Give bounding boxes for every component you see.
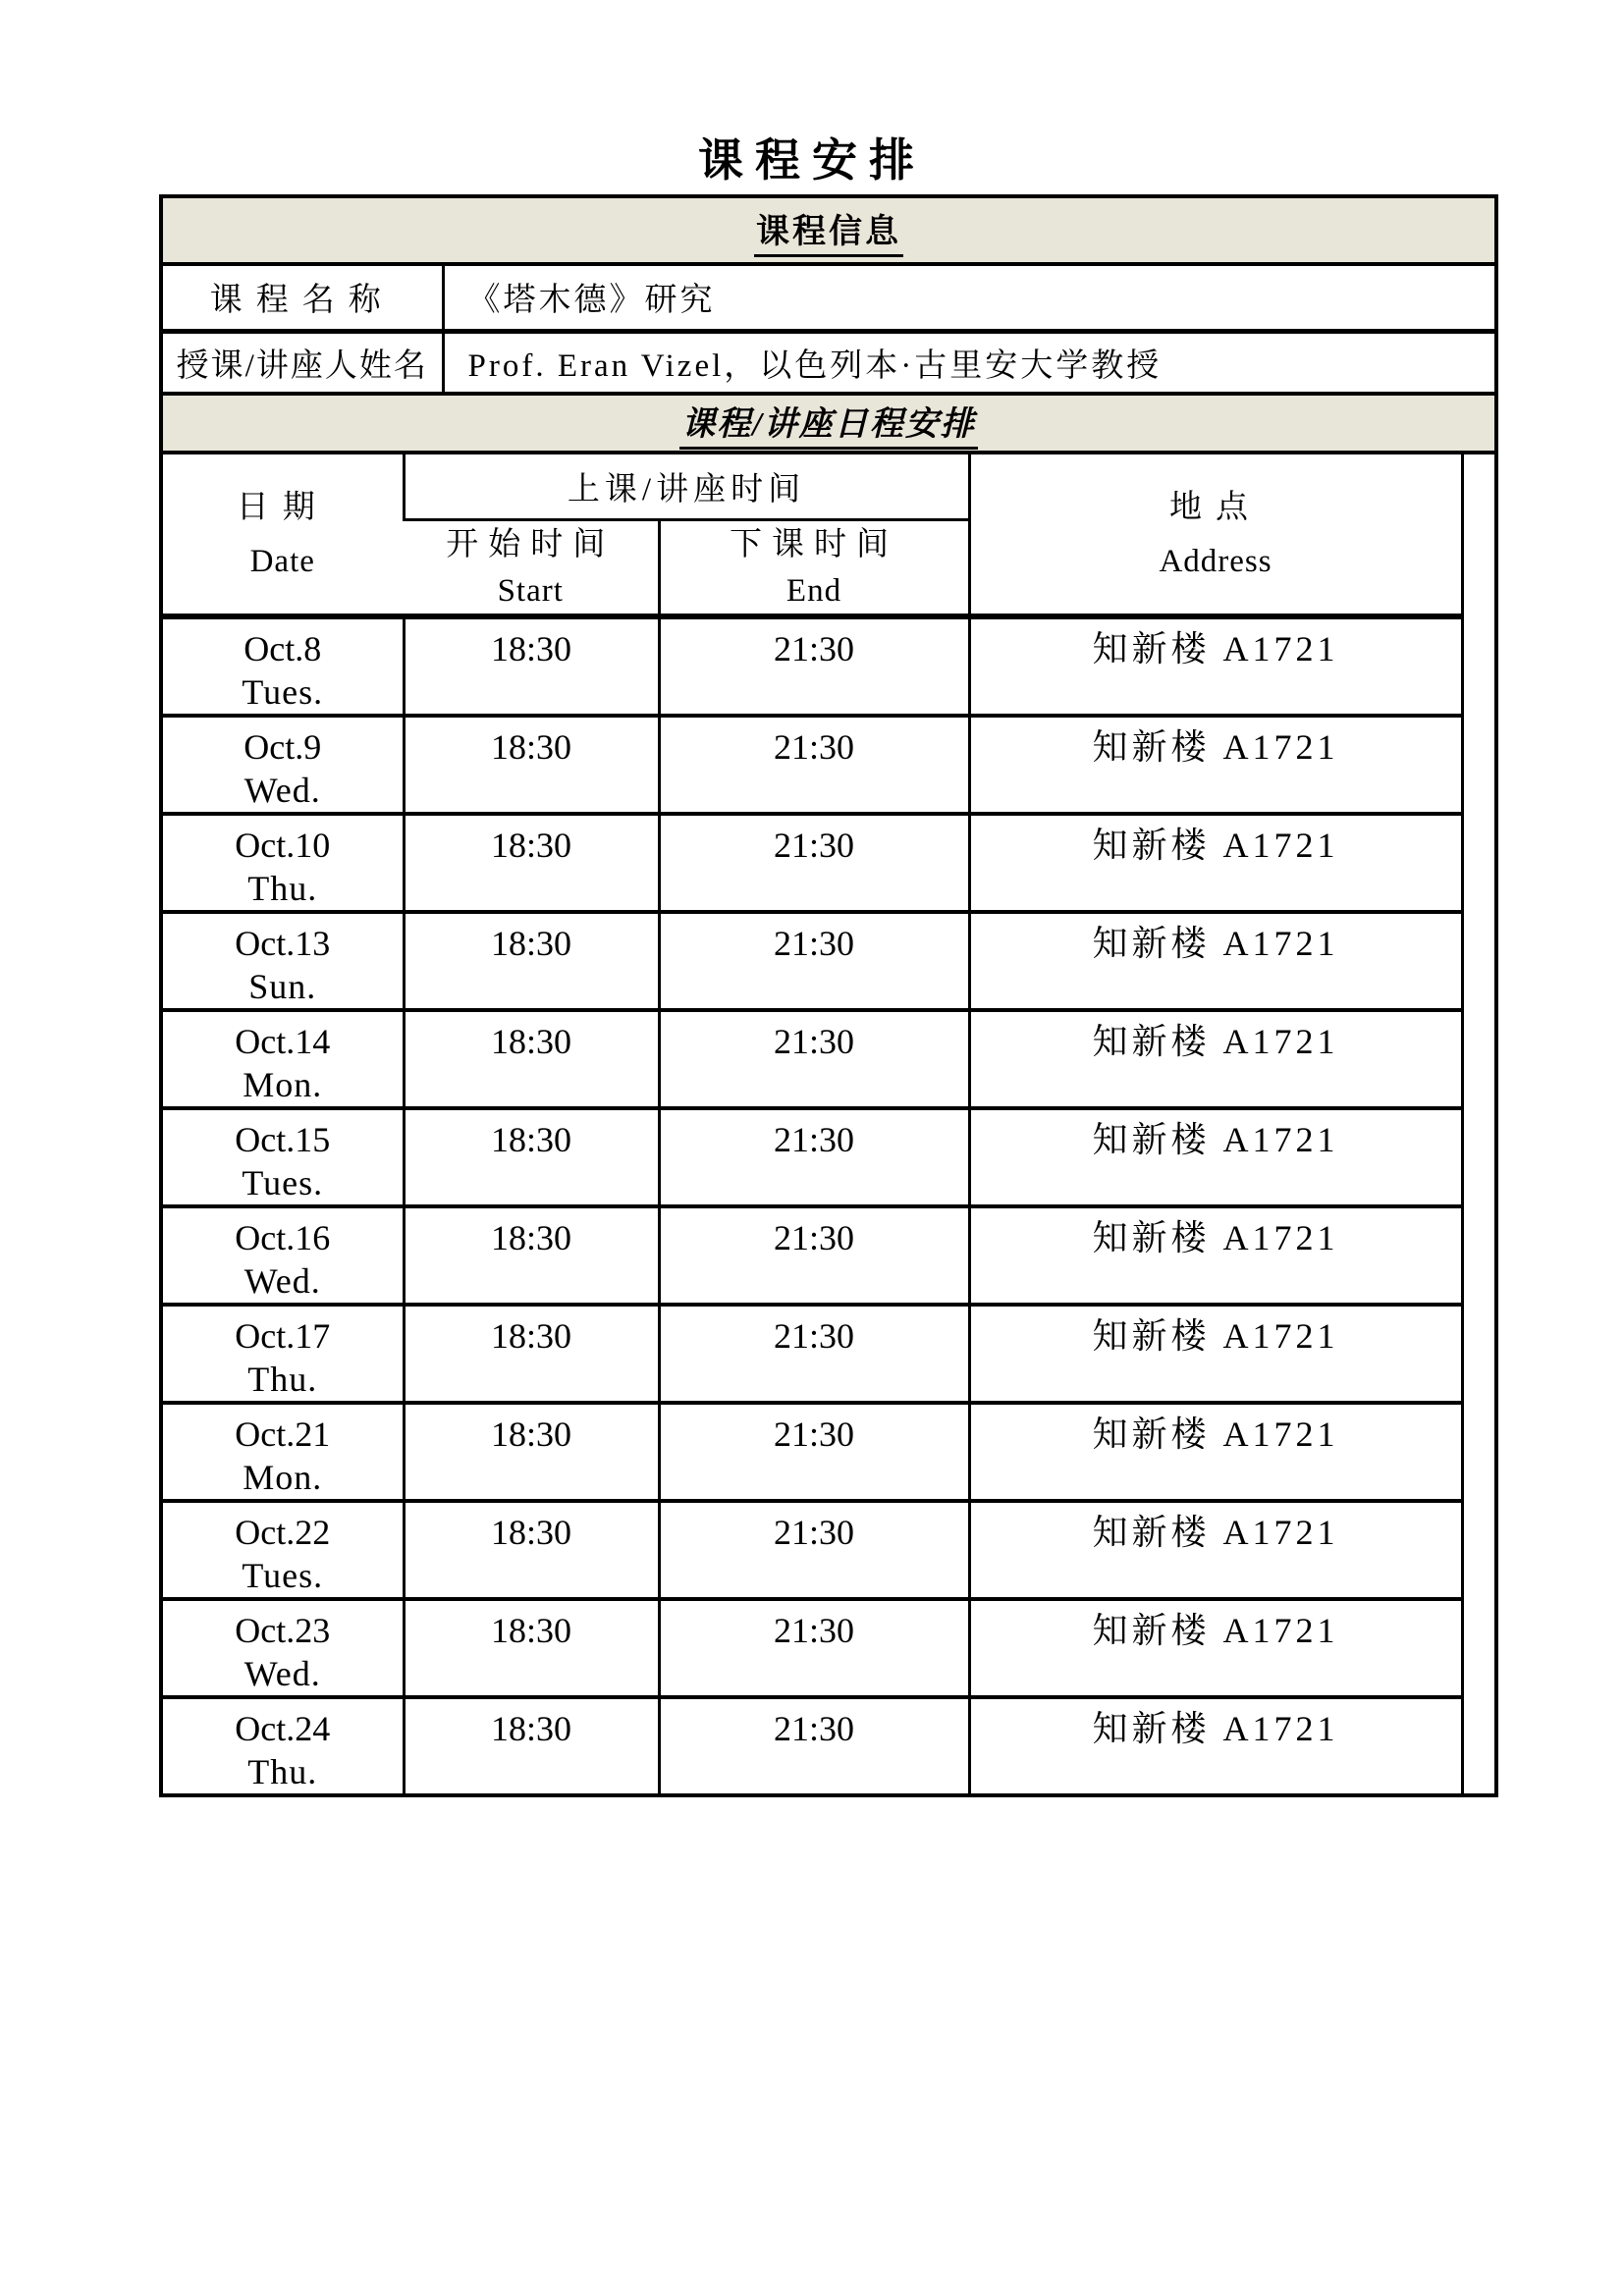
date-value: Oct.21 [235, 1414, 331, 1454]
end-time-cell: 21:30 [659, 912, 969, 1010]
day-value: Thu. [247, 868, 318, 908]
course-info-section-title: 课程信息 [754, 204, 903, 257]
date-header-zh: 日期 [236, 489, 329, 525]
date-value: Oct.9 [244, 726, 322, 767]
date-value: Oct.22 [235, 1512, 331, 1552]
date-cell [163, 912, 404, 1010]
end-time-cell: 21:30 [659, 1206, 969, 1305]
schedule-section-title: 课程/讲座日程安排 [679, 397, 977, 450]
schedule-row [163, 1403, 1494, 1501]
course-name-row [163, 264, 1494, 331]
column-header-end [659, 519, 969, 616]
schedule-row [163, 1305, 1494, 1403]
day-value: Wed. [244, 1653, 321, 1693]
schedule-row [163, 1501, 1494, 1599]
date-cell [163, 716, 404, 814]
schedule-row [163, 1108, 1494, 1206]
date-cell [163, 1403, 404, 1501]
address-cell: 知新楼 A1721 [969, 1206, 1462, 1305]
date-value: Oct.15 [235, 1119, 331, 1159]
schedule-grid [163, 454, 1494, 1793]
schedule-row [163, 912, 1494, 1010]
end-time-cell: 21:30 [659, 1305, 969, 1403]
day-value: Tues. [242, 671, 324, 712]
date-cell [163, 1108, 404, 1206]
end-time-cell: 21:30 [659, 814, 969, 912]
start-time-cell: 18:30 [404, 616, 659, 716]
end-time-cell: 21:30 [659, 1697, 969, 1793]
start-time-cell: 18:30 [404, 1206, 659, 1305]
address-cell: 知新楼 A1721 [969, 1403, 1462, 1501]
date-cell [163, 1697, 404, 1793]
end-time-cell: 21:30 [659, 716, 969, 814]
address-cell: 知新楼 A1721 [969, 1305, 1462, 1403]
address-cell: 知新楼 A1721 [969, 1599, 1462, 1697]
address-cell: 知新楼 A1721 [969, 716, 1462, 814]
date-cell [163, 1010, 404, 1108]
start-time-cell: 18:30 [404, 1108, 659, 1206]
empty-right-column [1462, 454, 1494, 1793]
start-header-zh: 开始时间 [446, 526, 616, 562]
address-header-en: Address [1159, 543, 1272, 579]
end-time-cell: 21:30 [659, 1010, 969, 1108]
date-value: Oct.16 [235, 1217, 331, 1257]
start-header-en: Start [497, 572, 564, 609]
address-cell: 知新楼 A1721 [969, 1010, 1462, 1108]
schedule-row [163, 814, 1494, 912]
schedule-row [163, 1010, 1494, 1108]
day-value: Wed. [244, 1260, 321, 1301]
address-cell: 知新楼 A1721 [969, 1501, 1462, 1599]
column-header-address [969, 454, 1462, 616]
date-cell [163, 1501, 404, 1599]
start-time-cell: 18:30 [404, 1403, 659, 1501]
start-time-cell: 18:30 [404, 814, 659, 912]
date-cell [163, 616, 404, 716]
schedule-row [163, 616, 1494, 716]
start-time-cell: 18:30 [404, 1305, 659, 1403]
address-header-zh: 地点 [1169, 489, 1263, 525]
start-time-cell: 18:30 [404, 1010, 659, 1108]
start-time-cell: 18:30 [404, 1599, 659, 1697]
end-header-en: End [785, 572, 842, 609]
course-schedule-table [159, 194, 1498, 1797]
schedule-row [163, 1206, 1494, 1305]
course-name-label: 课程名称 [163, 264, 443, 331]
column-header-time-group: 上课/讲座时间 [404, 454, 969, 519]
course-info-header-row [163, 198, 1494, 264]
start-time-cell: 18:30 [404, 716, 659, 814]
course-name-value: 《塔木德》研究 [443, 264, 1494, 331]
date-cell [163, 1206, 404, 1305]
column-header-start [404, 519, 659, 616]
start-time-cell: 18:30 [404, 1697, 659, 1793]
day-value: Wed. [244, 770, 321, 810]
day-value: Thu. [247, 1751, 318, 1791]
address-cell: 知新楼 A1721 [969, 814, 1462, 912]
end-time-cell: 21:30 [659, 1108, 969, 1206]
day-value: Tues. [242, 1162, 324, 1202]
date-value: Oct.13 [235, 923, 331, 963]
end-time-cell: 21:30 [659, 1501, 969, 1599]
date-value: Oct.24 [235, 1708, 331, 1748]
column-header-date [163, 454, 404, 616]
day-value: Mon. [243, 1457, 323, 1497]
schedule-header-row-1 [163, 454, 1494, 519]
schedule-header-band-row [163, 394, 1494, 453]
schedule-row [163, 716, 1494, 814]
day-value: Thu. [247, 1359, 318, 1399]
date-value: Oct.8 [244, 628, 322, 668]
lecturer-row [163, 331, 1494, 394]
end-time-cell: 21:30 [659, 1599, 969, 1697]
schedule-row [163, 1599, 1494, 1697]
page-title: 课程安排 [698, 135, 926, 186]
date-cell [163, 1305, 404, 1403]
day-value: Tues. [242, 1555, 324, 1595]
start-time-cell: 18:30 [404, 912, 659, 1010]
date-cell [163, 1599, 404, 1697]
schedule-row [163, 1697, 1494, 1793]
end-time-cell: 21:30 [659, 1403, 969, 1501]
address-cell: 知新楼 A1721 [969, 912, 1462, 1010]
end-header-zh: 下课时间 [730, 526, 898, 562]
date-header-en: Date [249, 543, 315, 579]
date-cell [163, 814, 404, 912]
lecturer-label: 授课/讲座人姓名 [163, 331, 443, 394]
day-value: Sun. [248, 966, 317, 1006]
address-cell: 知新楼 A1721 [969, 1697, 1462, 1793]
day-value: Mon. [243, 1064, 323, 1104]
date-value: Oct.23 [235, 1610, 331, 1650]
lecturer-value: Prof. Eran Vizel，以色列本·古里安大学教授 [443, 331, 1494, 394]
address-cell: 知新楼 A1721 [969, 1108, 1462, 1206]
address-cell: 知新楼 A1721 [969, 616, 1462, 716]
start-time-cell: 18:30 [404, 1501, 659, 1599]
course-info-header-cell [163, 198, 1494, 264]
date-value: Oct.17 [235, 1315, 331, 1356]
end-time-cell: 21:30 [659, 616, 969, 716]
schedule-header-band-cell [163, 394, 1494, 453]
date-value: Oct.10 [235, 825, 331, 865]
course-info-section [163, 198, 1494, 454]
date-value: Oct.14 [235, 1021, 331, 1061]
